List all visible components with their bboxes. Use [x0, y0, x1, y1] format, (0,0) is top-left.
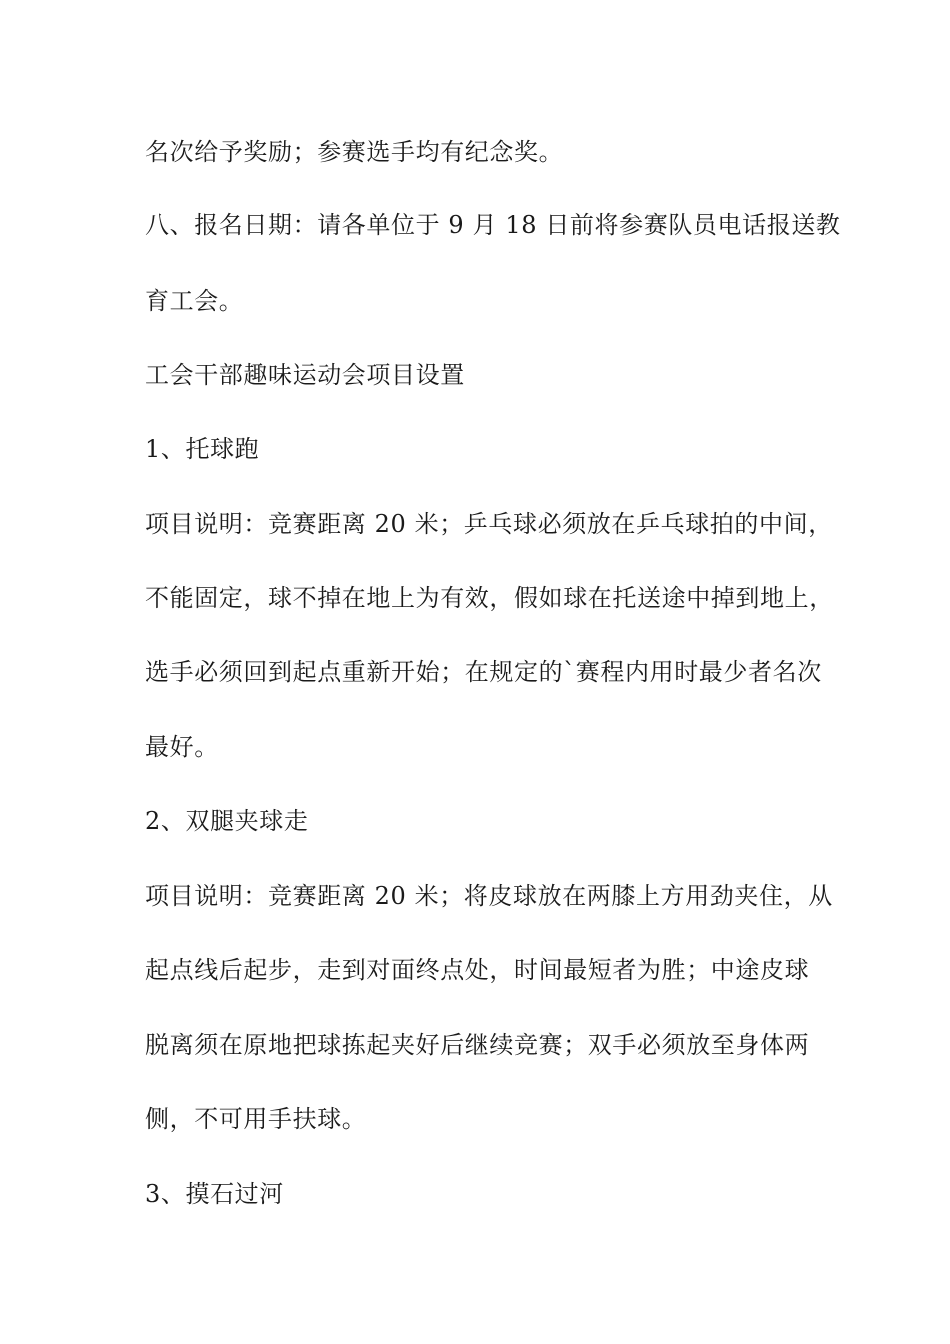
paragraph-line: 选手必须回到起点重新开始；在规定的`赛程内用时最少者名次	[145, 658, 822, 686]
paragraph-line: 不能固定，球不掉在地上为有效，假如球在托送途中掉到地上，	[145, 584, 834, 612]
paragraph-line: 项目说明：竞赛距离 20 米；将皮球放在两膝上方用劲夹住，从	[145, 882, 833, 910]
paragraph-line: 起点线后起步，走到对面终点处，时间最短者为胜；中途皮球	[145, 956, 810, 984]
item-heading: 1、托球跑	[145, 435, 260, 463]
paragraph-line: 项目说明：竞赛距离 20 米；乒乓球必须放在乒乓球拍的中间，	[145, 510, 833, 538]
item-heading: 3、摸石过河	[145, 1180, 284, 1208]
paragraph-line: 名次给予奖励；参赛选手均有纪念奖。	[145, 138, 564, 166]
paragraph-line: 脱离须在原地把球拣起夹好后继续竞赛；双手必须放至身体两	[145, 1031, 810, 1059]
paragraph-line: 最好。	[145, 733, 219, 761]
section-heading: 工会干部趣味运动会项目设置	[145, 361, 465, 389]
paragraph-line: 八、报名日期：请各单位于 9 月 18 日前将参赛队员电话报送教	[145, 211, 841, 239]
item-heading: 2、双腿夹球走	[145, 807, 309, 835]
paragraph-line: 侧，不可用手扶球。	[145, 1105, 367, 1133]
paragraph-line: 育工会。	[145, 287, 244, 315]
